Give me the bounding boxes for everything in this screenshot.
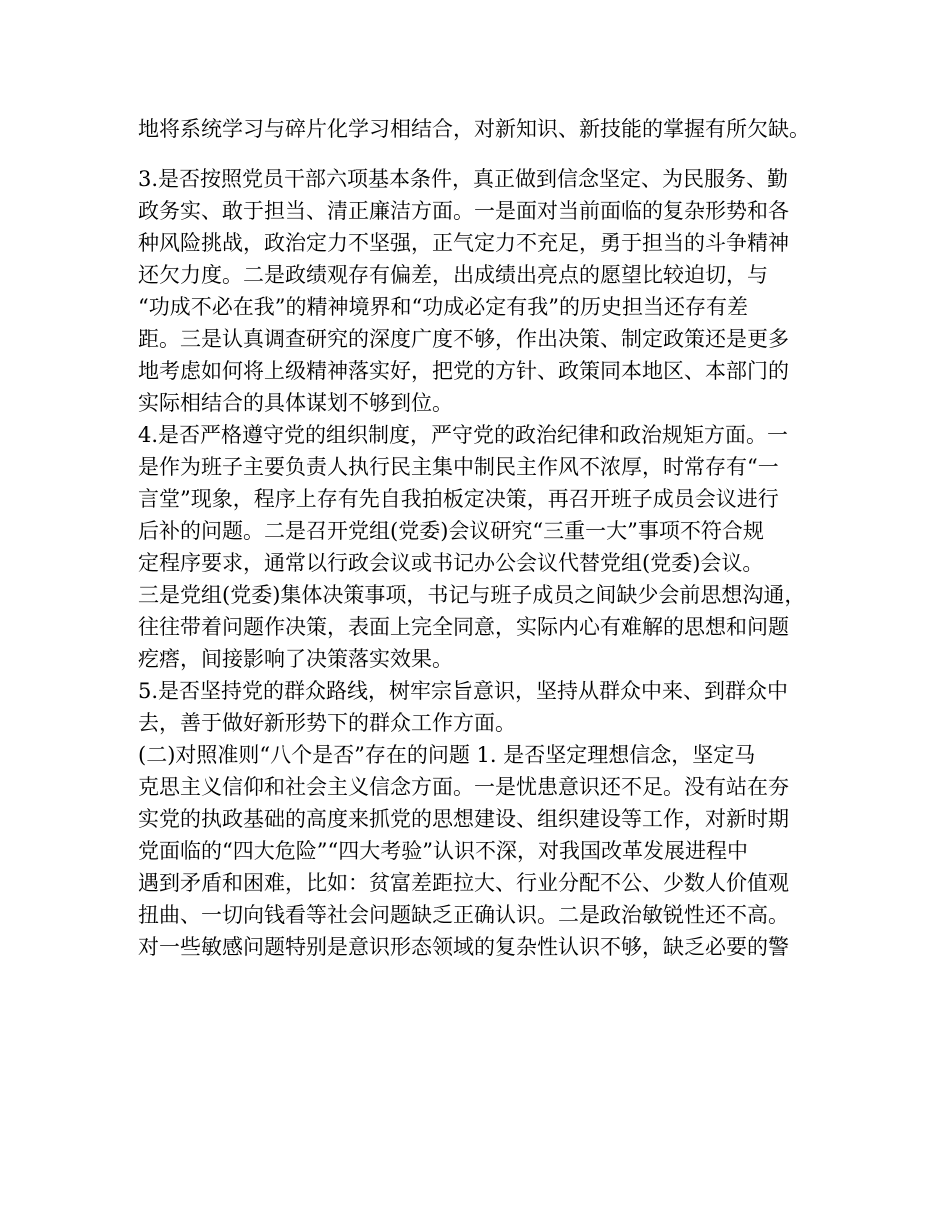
text-line: 三是党组(党委)集体决策事项，书记与班子成员之间缺少会前思想沟通， xyxy=(138,583,806,607)
text-line: 对一些敏感问题特别是意识形态领域的复杂性认识不够，缺乏必要的警 xyxy=(138,935,789,959)
text-line: 疙瘩，间接影响了决策落实效果。 xyxy=(138,647,453,671)
text-line: 去，善于做好新形势下的群众工作方面。 xyxy=(138,711,516,735)
text-line: 3.是否按照党员干部六项基本条件，真正做到信念坚定、为民服务、勤 xyxy=(138,167,789,191)
paragraph-gap xyxy=(138,145,828,163)
text-line: “功成不必在我”的精神境界和“功成必定有我”的历史担当还存有差 xyxy=(138,295,748,319)
text-line: 5.是否坚持党的群众路线，树牢宗旨意识，坚持从群众中来、到群众中 xyxy=(138,679,789,703)
text-line: 地将系统学习与碎片化学习相结合，对新知识、新技能的掌握有所欠缺。 xyxy=(138,117,810,141)
text-line: 遇到矛盾和困难，比如：贫富差距拉大、行业分配不公、少数人价值观 xyxy=(138,871,789,895)
text-line: 扭曲、一切向钱看等社会问题缺乏正确认识。二是政治敏锐性还不高。 xyxy=(138,903,789,927)
text-line: 言堂”现象，程序上存有先自我拍板定决策，再召开班子成员会议进行 xyxy=(138,487,779,511)
text-line: 定程序要求，通常以行政会议或书记办公会议代替党组(党委)会议。 xyxy=(138,551,764,575)
text-line: 后补的问题。二是召开党组(党委)会议研究“三重一大”事项不符合规 xyxy=(138,519,764,543)
text-line: 政务实、敢于担当、清正廉洁方面。一是面对当前面临的复杂形势和各 xyxy=(138,199,789,223)
text-line: 克思主义信仰和社会主义信念方面。一是忧患意识还不足。没有站在夯 xyxy=(138,775,789,799)
text-line: (二)对照准则“八个是否”存在的问题 1. 是否坚定理想信念，坚定马 xyxy=(138,743,756,767)
text-line: 往往带着问题作决策，表面上完全同意，实际内心有难解的思想和问题 xyxy=(138,615,789,639)
text-line: 4.是否严格遵守党的组织制度，严守党的政治纪律和政治规矩方面。一 xyxy=(138,423,789,447)
text-line: 地考虑如何将上级精神落实好，把党的方针、政策同本地区、本部门的 xyxy=(138,359,789,383)
text-line: 距。三是认真调查研究的深度广度不够，作出决策、制定政策还是更多 xyxy=(138,327,789,351)
text-line: 还欠力度。二是政绩观存有偏差，出成绩出亮点的愿望比较迫切，与 xyxy=(138,263,768,287)
text-line: 党面临的“四大危险”“四大考验”认识不深，对我国改革发展进程中 xyxy=(138,839,748,863)
text-line: 种风险挑战，政治定力不坚强，正气定力不充足，勇于担当的斗争精神 xyxy=(138,231,789,255)
document-page xyxy=(138,113,828,963)
text-line: 是作为班子主要负责人执行民主集中制民主作风不浓厚，时常存有“一 xyxy=(138,455,779,479)
text-line: 实党的执政基础的高度来抓党的思想建设、组织建设等工作，对新时期 xyxy=(138,807,789,831)
text-line: 实际相结合的具体谋划不够到位。 xyxy=(138,391,453,415)
